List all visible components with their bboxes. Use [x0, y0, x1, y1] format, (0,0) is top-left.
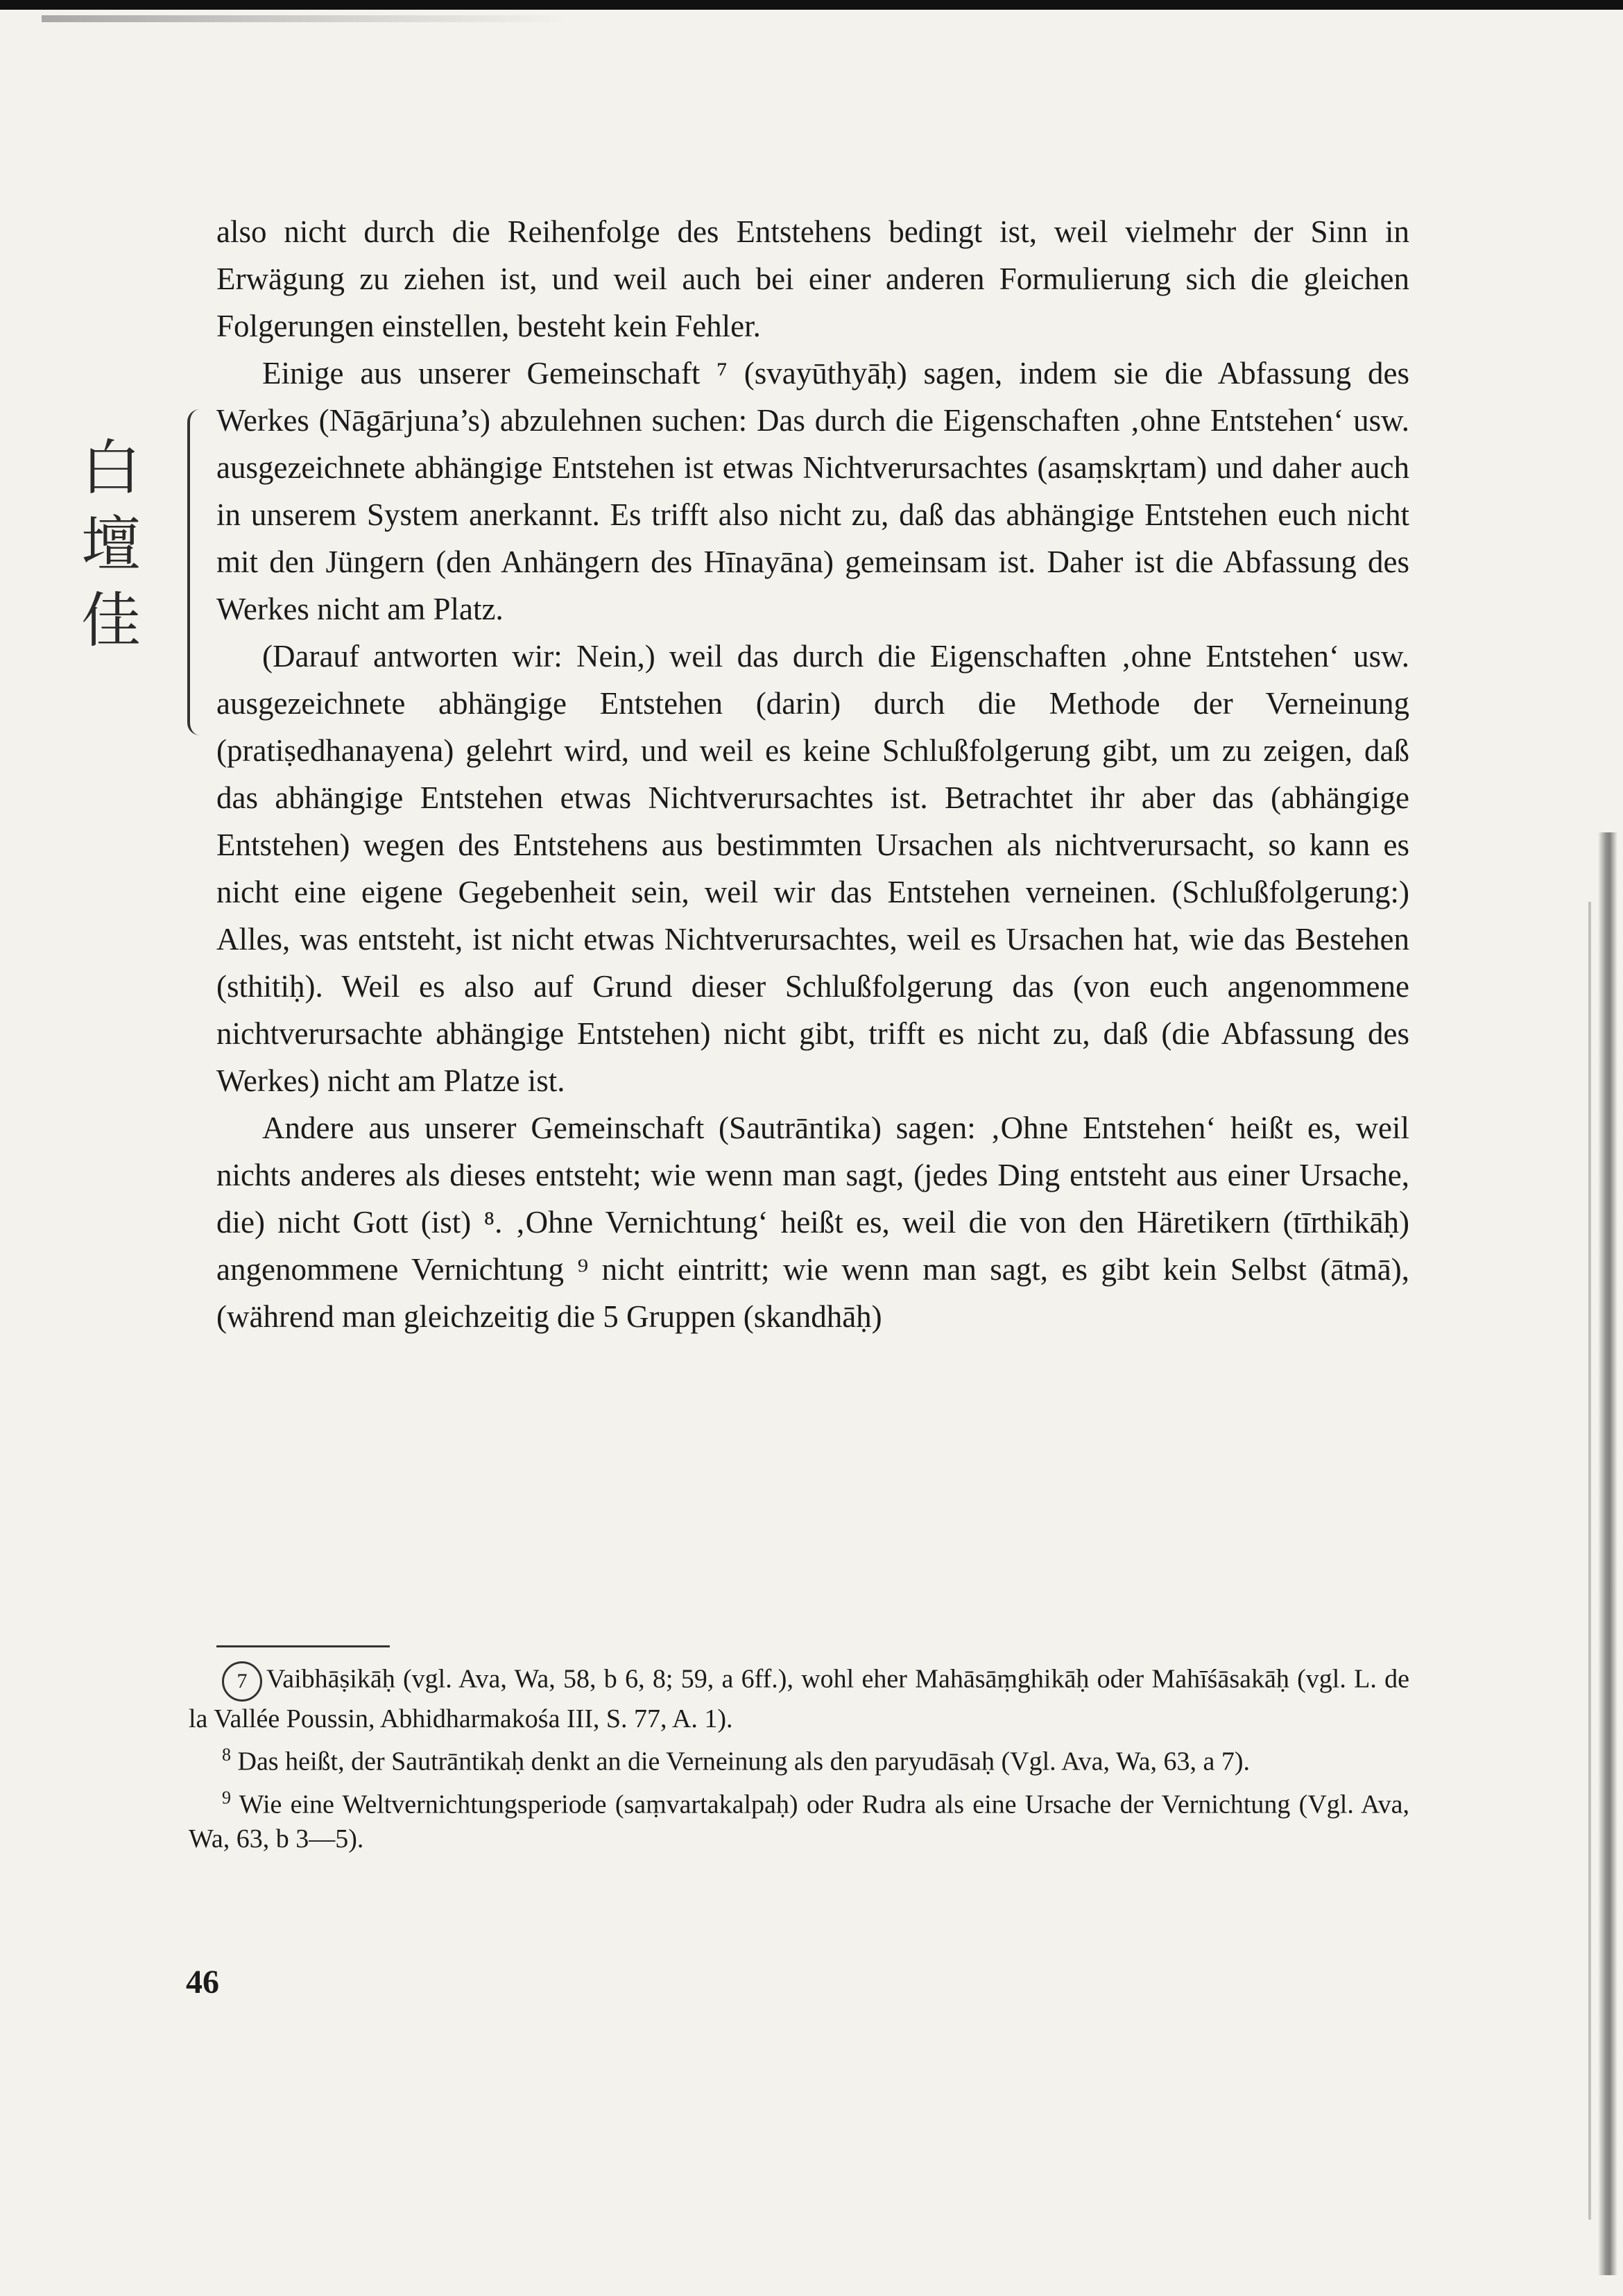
footnotes — [189, 1661, 1409, 1858]
scan-noise-top — [42, 15, 569, 22]
footnote-text: Wie eine Weltvernichtungsperiode (saṃvartakalpaḥ) oder Rudra als eine Ursache der Vernichtung (Vgl. Ava, Wa, 63, b 3—5). — [189, 1790, 1409, 1854]
paragraph-2: Einige aus unserer Gemeinschaft ⁷ (svayūthyāḥ) sagen, indem sie die Abfassung des Werkes (Nāgārjuna’s) abzulehnen suchen: Das durch die Eigenschaften ‚ohne Entstehen‘ usw. ausgezeichnete abhängige Entstehen ist etwas Nichtverursachtes (asaṃskṛtam) und daher auch in unserem System anerkannt. Es trifft also nicht zu, daß das abhängige Entstehen euch nicht mit den Jüngern (den Anhängern des Hīnayāna) gemeinsam ist. Daher ist die Abfassung des Werkes nicht am Platz. — [216, 356, 1409, 626]
footnote-8 — [189, 1738, 1409, 1779]
margin-bracket-mark — [187, 409, 200, 735]
scan-edge-top — [0, 0, 1623, 10]
footnote-mark-circled: 7 — [222, 1661, 262, 1702]
footnote-text: Vaibhāṣikāḥ (vgl. Ava, Wa, 58, b 6, 8; 59, a 6ff.), wohl eher Mahāsāṃghikāḥ oder Mahīśāsakāḥ (vgl. L. de la Vallée Poussin, Abhidharmakośa III, S. 77, A. 1). — [189, 1664, 1409, 1733]
main-text — [216, 208, 1409, 1340]
page-number: 46 — [186, 1964, 219, 2001]
margin-handwritten-annotation: 白壇 佳 — [81, 434, 141, 656]
footnote-text: Das heißt, der Sautrāntikaḥ denkt an die Verneinung als den paryudāsaḥ (Vgl. Ava, Wa, 63, a 7). — [237, 1747, 1251, 1776]
footnote-mark: 9 — [222, 1787, 231, 1808]
scan-edge-right — [1598, 832, 1617, 2275]
scan-line-right — [1588, 902, 1591, 2220]
footnote-7 — [189, 1661, 1409, 1736]
paragraph-4: Andere aus unserer Gemeinschaft (Sautrāntika) sagen: ‚Ohne Entstehen‘ heißt es, weil nichts anderes als dieses entsteht; wie wenn man sagt, (jedes Ding entsteht aus einer Ursache, die) nicht Gott (ist) ⁸. ‚Ohne Vernichtung‘ heißt es, weil die von den Häretikern (tīrthikāḥ) angenommene Vernichtung ⁹ nicht eintritt; wie wenn man sagt, es gibt kein Selbst (ātmā), (während man gleichzeitig die 5 Gruppen (skandhāḥ) — [216, 1111, 1409, 1334]
paragraph-1: also nicht durch die Reihenfolge des Entstehens bedingt ist, weil vielmehr der Sinn in Erwägung zu ziehen ist, und weil auch bei einer anderen Formulierung sich die gleichen Folgerungen einstellen, besteht kein Fehler. — [216, 214, 1409, 343]
footnote-9 — [189, 1781, 1409, 1857]
paragraph-3: (Darauf antworten wir: Nein,) weil das durch die Eigenschaften ‚ohne Entstehen‘ usw. ausgezeichnete abhängige Entstehen (darin) durch die Methode der Verneinung (pratiṣedhanayena) gelehrt wird, und weil es keine Schlußfolgerung gibt, um zu zeigen, daß das abhängige Entstehen etwas Nichtverursachtes ist. Betrachtet ihr aber das (abhängige Entstehen) wegen des Entstehens aus bestimmten Ursachen als nichtverursacht, so kann es nicht eine eigene Gegebenheit sein, weil wir das Entstehen verneinen. (Schlußfolgerung:) Alles, was entsteht, ist nicht etwas Nichtverursachtes, weil es Ursachen hat, wie das Bestehen (sthitiḥ). Weil es also auf Grund dieser Schlußfolgerung das (von euch angenommene nichtverursachte abhängige Entstehen) nicht gibt, trifft es nicht zu, daß (die Abfassung des Werkes) nicht am Platze ist. — [216, 639, 1409, 1098]
footnote-rule — [216, 1645, 390, 1647]
footnote-mark: 8 — [222, 1745, 231, 1765]
